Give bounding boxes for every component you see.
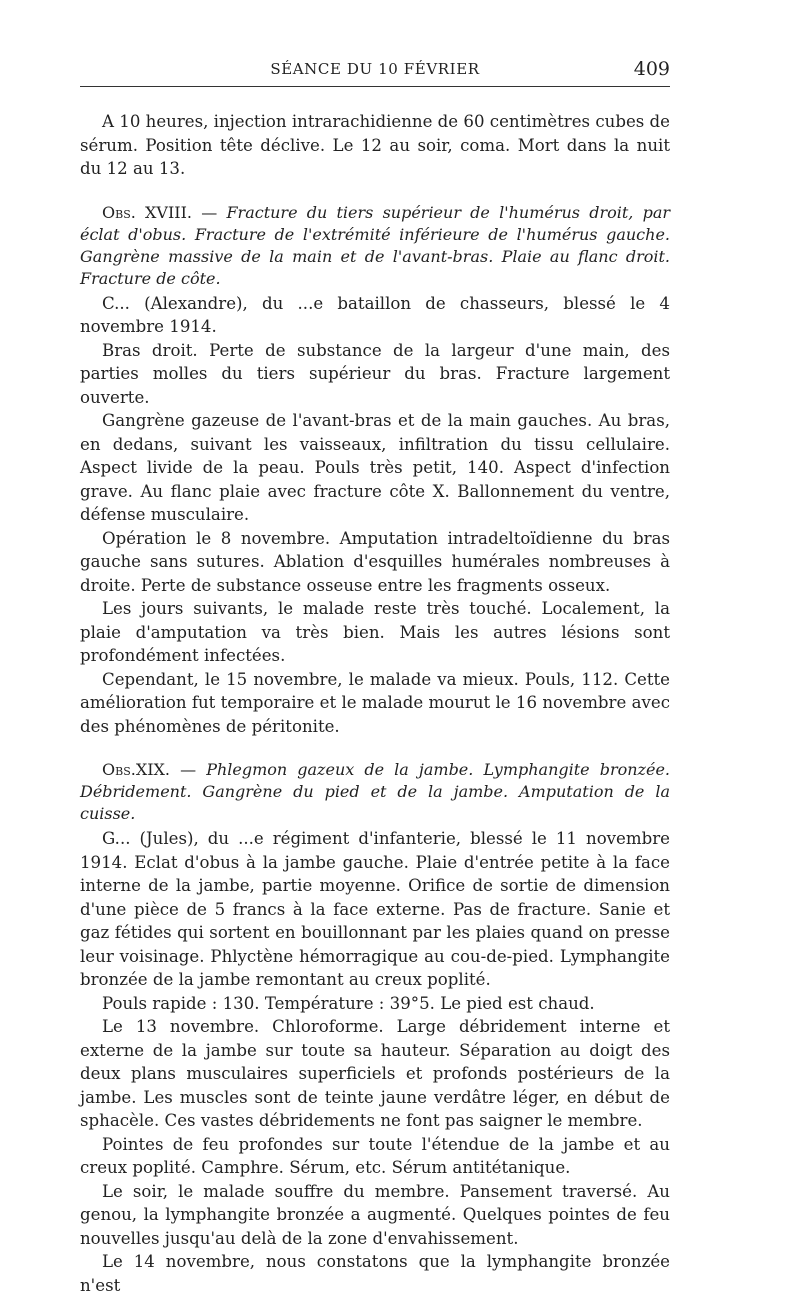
paragraph: Le 14 novembre, nous constatons que la lymphangite bronzée n'est: [80, 1252, 670, 1295]
heading-dash: —: [192, 202, 227, 222]
observation-label: Obs.XIX.: [102, 760, 171, 779]
observation-description: Fracture du tiers supérieur de l'humérus droit, par éclat d'obus. Fracture de l'extrémité inférieure de l'humérus gauche. Gangrène massive de la main et de l'avant-bras. Plaie au flanc droit. Fracture de côte.: [80, 202, 671, 288]
observation-heading: [80, 202, 670, 290]
page-number: 409: [633, 58, 670, 80]
heading-dash: —: [170, 760, 207, 779]
running-title: SÉANCE DU 10 FÉVRIER: [270, 60, 480, 78]
paragraph: C... (Alexandre), du ...e bataillon de chasseurs, blessé le 4 novembre 1914.: [80, 293, 670, 336]
paragraph: Le soir, le malade souffre du membre. Pansement traversé. Au genou, la lymphangite bronzée a augmenté. Quelques pointes de feu nouvelles jusqu'au delà de la zone d'envahissement.: [80, 1181, 670, 1248]
paragraph: Opération le 8 novembre. Amputation intradeltoïdienne du bras gauche sans sutures. Ablation d'esquilles humérales nombreuses à droite. Perte de substance osseuse entre les fragments osseux.: [80, 528, 670, 595]
paragraph: Le 13 novembre. Chloroforme. Large débridement interne et externe de la jambe sur toute sa hauteur. Séparation au doigt des deux plans musculaires superficiels et profonds postérieurs de la jambe. Les muscles sont de teinte jaune verdâtre léger, en début de sphacèle. Ces vastes débridements ne font pas saigner le membre.: [80, 1017, 670, 1130]
paragraph: Pouls rapide : 130. Température : 39°5. Le pied est chaud.: [102, 993, 595, 1013]
paragraph: Cependant, le 15 novembre, le malade va mieux. Pouls, 112. Cette amélioration fut temporaire et le malade mourut le 16 novembre avec des phénomènes de péritonite.: [80, 669, 670, 736]
observation-heading: [80, 759, 670, 825]
paragraph: Bras droit. Perte de substance de la largeur d'une main, des parties molles du tiers supérieur du bras. Fracture largement ouverte.: [80, 340, 670, 407]
observation-description: Phlegmon gazeux de la jambe. Lymphangite bronzée. Débridement. Gangrène du pied et de la jambe. Amputation de la cuisse.: [80, 760, 671, 823]
paragraph: G... (Jules), du ...e régiment d'infanterie, blessé le 11 novembre 1914. Eclat d'obus à la jambe gauche. Plaie d'entrée petite à la face interne de la jambe, partie moyenne. Orifice de sortie de dimension d'une pièce de 5 francs à la face externe. Pas de fracture. Sanie et gaz fétides qui sortent en bouillonnant par les plaies quand on presse leur voisinage. Phlyctène hémorragique au cou-de-pied. Lymphangite bronzée de la jambe remontant au creux poplité.: [80, 829, 670, 989]
paragraph: Gangrène gazeuse de l'avant-bras et de la main gauches. Au bras, en dedans, suivant les vaisseaux, infiltration du tissu cellulaire. Aspect livide de la peau. Pouls très petit, 140. Aspect d'infection grave. Au flanc plaie avec fracture côte X. Ballonnement du ventre, défense musculaire.: [80, 411, 670, 524]
paragraph: A 10 heures, injection intrarachidienne de 60 centimètres cubes de sérum. Position tête déclive. Le 12 au soir, coma. Mort dans la nuit du 12 au 13.: [80, 112, 670, 178]
observation-label: Obs. XVIII.: [102, 202, 193, 222]
page-header: [80, 56, 670, 87]
paragraph: Les jours suivants, le malade reste très touché. Localement, la plaie d'amputation va très bien. Mais les autres lésions sont profondément infectées.: [80, 599, 670, 665]
paragraph: Pointes de feu profondes sur toute l'étendue de la jambe et au creux poplité. Camphre. Sérum, etc. Sérum antitétanique.: [80, 1134, 670, 1177]
page-body: [80, 110, 670, 1297]
